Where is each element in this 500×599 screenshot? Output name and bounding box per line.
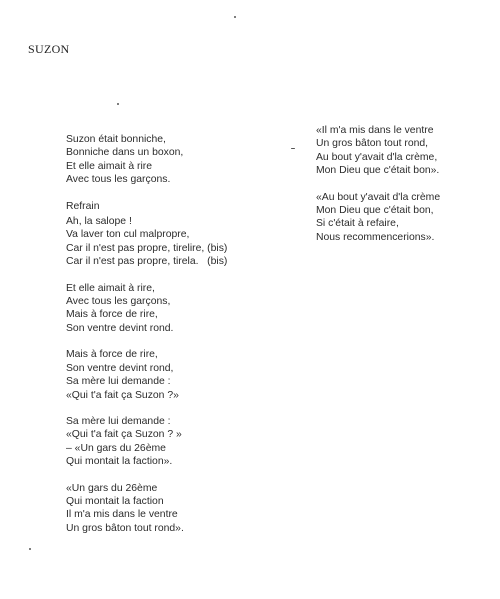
paper-speck xyxy=(117,103,119,105)
right-column xyxy=(316,124,496,244)
paper-speck xyxy=(29,548,31,550)
verse-line: Un gros bâton tout rond, xyxy=(316,138,429,150)
verse-line: Et elle aimait à rire, xyxy=(66,282,155,294)
verse-line: Au bout y'avait d'la crème, xyxy=(316,151,438,163)
paper-speck xyxy=(234,16,236,18)
verse-line: Qui montait la faction xyxy=(66,495,164,507)
verse-line: Il m'a mis dans le ventre xyxy=(66,509,178,521)
stanza xyxy=(66,482,286,536)
verse-line: Mais à force de rire, xyxy=(66,309,158,321)
verse-line: Va laver ton cul malpropre, xyxy=(66,229,190,241)
verse-line: Qui montait la faction». xyxy=(66,456,173,468)
verse-line: «Au bout y'avait d'la crème xyxy=(316,191,441,203)
stanza xyxy=(316,124,496,178)
verse-line: Avec tous les garçons, xyxy=(66,296,171,308)
verse-line: «Un gars du 26ème xyxy=(66,482,158,494)
stanza xyxy=(316,191,496,245)
verse-line: Et elle aimait à rire xyxy=(66,160,153,172)
verse-line: «Qui t'a fait ça Suzon ? » xyxy=(66,429,182,441)
verse-line: Mon Dieu que c'était bon, xyxy=(316,205,434,217)
verse-line: «Il m'a mis dans le ventre xyxy=(316,125,434,136)
refrain-stanza xyxy=(66,200,286,269)
refrain-heading: Refrain xyxy=(66,200,100,212)
verse-line: – «Un gars du 26ème xyxy=(66,442,166,454)
left-column xyxy=(66,133,286,535)
verse-line: Mon Dieu que c'était bon». xyxy=(316,165,440,177)
paper-speck xyxy=(291,148,295,149)
verse-line: Son ventre devint rond. xyxy=(66,322,174,334)
verse-line: Un gros bâton tout rond». xyxy=(66,522,184,534)
page-title: SUZON xyxy=(28,42,70,56)
verse-line: Sa mère lui demande : xyxy=(66,415,171,427)
stanza xyxy=(66,282,286,336)
verse-line: Si c'était à refaire, xyxy=(316,218,399,230)
verse-line: «Qui t'a fait ça Suzon ?» xyxy=(66,389,179,401)
verse-line: Avec tous les garçons. xyxy=(66,174,171,186)
stanza xyxy=(66,415,286,469)
verse-line: Ah, la salope ! xyxy=(66,216,132,228)
verse-line: Suzon était bonniche, xyxy=(66,134,166,145)
verse-line: Car il n'est pas propre, tirelire, (bis) xyxy=(66,242,228,254)
verse-line: Mais à force de rire, xyxy=(66,349,158,361)
verse-line: Car il n'est pas propre, tirela. (bis) xyxy=(66,256,228,268)
stanza xyxy=(66,133,286,187)
verse-line: Nous recommencerions». xyxy=(316,231,435,243)
verse-line: Sa mère lui demande : xyxy=(66,376,171,388)
stanza xyxy=(66,348,286,402)
verse-line: Bonniche dans un boxon, xyxy=(66,147,184,159)
verse-line: Son ventre devint rond, xyxy=(66,362,174,374)
